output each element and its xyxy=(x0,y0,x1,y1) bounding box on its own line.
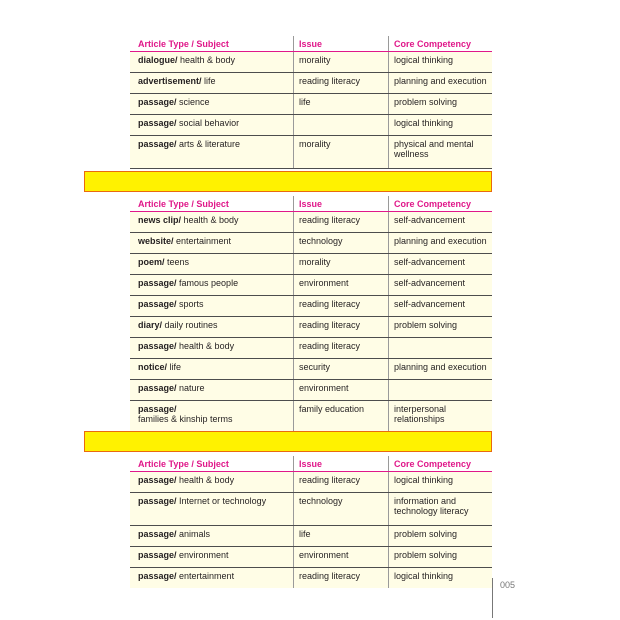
article-type: passage/ xyxy=(138,299,177,309)
header-competency: Core Competency xyxy=(388,196,492,211)
competency-cell: planning and execution xyxy=(388,233,492,253)
issue-cell: family education xyxy=(293,401,388,433)
issue-cell: reading literacy xyxy=(293,472,388,492)
header-article-type: Article Type / Subject xyxy=(138,39,229,49)
article-type: passage/ xyxy=(138,475,177,485)
table-row xyxy=(130,233,492,254)
subject: Internet or technology xyxy=(176,496,267,506)
competency-cell: interpersonal relationships xyxy=(388,401,492,433)
header-article-type: Article Type / Subject xyxy=(138,459,229,469)
article-type: passage/ xyxy=(138,571,177,581)
competency-cell: problem solving xyxy=(388,526,492,546)
header-article-type: Article Type / Subject xyxy=(138,199,229,209)
competency-cell: information and technology literacy xyxy=(388,493,492,525)
issue-cell: morality xyxy=(293,52,388,72)
issue-cell: technology xyxy=(293,493,388,525)
subject: animals xyxy=(176,529,211,539)
subject: health & body xyxy=(177,55,236,65)
page-number: 005 xyxy=(500,580,516,590)
page-number-rule xyxy=(492,578,493,618)
competency-cell: physical and mental wellness xyxy=(388,136,492,168)
issue-cell xyxy=(293,115,388,135)
competency-cell: logical thinking xyxy=(388,52,492,72)
competency-cell: logical thinking xyxy=(388,568,492,588)
issue-cell: morality xyxy=(293,254,388,274)
competency-cell: planning and execution xyxy=(388,359,492,379)
header-issue: Issue xyxy=(293,36,388,51)
subject: daily routines xyxy=(162,320,218,330)
table-row xyxy=(130,52,492,73)
subject: families & kinship terms xyxy=(138,414,233,424)
article-type: website/ xyxy=(138,236,174,246)
article-type: passage/ xyxy=(138,404,177,414)
article-type: passage/ xyxy=(138,529,177,539)
competency-cell: logical thinking xyxy=(388,472,492,492)
issue-cell: reading literacy xyxy=(293,73,388,93)
issue-cell: reading literacy xyxy=(293,212,388,232)
section-divider-band xyxy=(84,171,492,192)
table-row xyxy=(130,317,492,338)
table-row xyxy=(130,254,492,275)
table-row xyxy=(130,94,492,115)
table-row xyxy=(130,296,492,317)
subject: social behavior xyxy=(176,118,240,128)
issue-cell: reading literacy xyxy=(293,296,388,316)
header-competency: Core Competency xyxy=(388,456,492,471)
article-type: poem/ xyxy=(138,257,165,267)
table-row xyxy=(130,359,492,380)
issue-cell: reading literacy xyxy=(293,568,388,588)
table-row xyxy=(130,568,492,588)
competency-cell: self-advancement xyxy=(388,212,492,232)
section-divider-band xyxy=(84,431,492,452)
table-row xyxy=(130,401,492,434)
article-type: diary/ xyxy=(138,320,163,330)
subject: sports xyxy=(176,299,204,309)
table-row xyxy=(130,115,492,136)
table-row xyxy=(130,275,492,296)
table-1 xyxy=(130,36,492,169)
subject: health & body xyxy=(176,475,235,485)
article-type: passage/ xyxy=(138,118,177,128)
subject: teens xyxy=(164,257,190,267)
issue-cell: reading literacy xyxy=(293,317,388,337)
subject: health & body xyxy=(176,341,235,351)
article-type: passage/ xyxy=(138,496,177,506)
article-type: passage/ xyxy=(138,550,177,560)
table-row xyxy=(130,73,492,94)
issue-cell: life xyxy=(293,526,388,546)
article-type: notice/ xyxy=(138,362,168,372)
table-header xyxy=(130,456,492,472)
article-type: news clip/ xyxy=(138,215,182,225)
issue-cell: reading literacy xyxy=(293,338,388,358)
table-3 xyxy=(130,456,492,588)
subject: science xyxy=(176,97,210,107)
table-row xyxy=(130,472,492,493)
competency-cell: self-advancement xyxy=(388,254,492,274)
competency-cell: problem solving xyxy=(388,317,492,337)
subject: nature xyxy=(176,383,205,393)
article-type: passage/ xyxy=(138,278,177,288)
table-row xyxy=(130,212,492,233)
competency-cell xyxy=(388,338,492,358)
issue-cell: environment xyxy=(293,547,388,567)
article-type: passage/ xyxy=(138,341,177,351)
subject: entertainment xyxy=(173,236,232,246)
article-type: passage/ xyxy=(138,139,177,149)
subject: life xyxy=(167,362,182,372)
competency-cell: problem solving xyxy=(388,547,492,567)
table-row xyxy=(130,136,492,169)
issue-cell: technology xyxy=(293,233,388,253)
subject: entertainment xyxy=(176,571,235,581)
article-type: dialogue/ xyxy=(138,55,178,65)
article-type: passage/ xyxy=(138,383,177,393)
competency-cell: problem solving xyxy=(388,94,492,114)
table-row xyxy=(130,493,492,526)
header-issue: Issue xyxy=(293,456,388,471)
subject: arts & literature xyxy=(176,139,241,149)
table-row xyxy=(130,547,492,568)
issue-cell: morality xyxy=(293,136,388,168)
table-row xyxy=(130,380,492,401)
subject: environment xyxy=(176,550,229,560)
issue-cell: environment xyxy=(293,275,388,295)
subject: life xyxy=(201,76,216,86)
header-issue: Issue xyxy=(293,196,388,211)
subject: health & body xyxy=(181,215,239,225)
table-row xyxy=(130,338,492,359)
competency-cell: self-advancement xyxy=(388,296,492,316)
article-type: advertisement/ xyxy=(138,76,202,86)
table-header xyxy=(130,36,492,52)
competency-cell: planning and execution xyxy=(388,73,492,93)
competency-cell: logical thinking xyxy=(388,115,492,135)
competency-cell xyxy=(388,380,492,400)
issue-cell: life xyxy=(293,94,388,114)
article-type: passage/ xyxy=(138,97,177,107)
issue-cell: security xyxy=(293,359,388,379)
issue-cell: environment xyxy=(293,380,388,400)
header-competency: Core Competency xyxy=(388,36,492,51)
table-row xyxy=(130,526,492,547)
subject: famous people xyxy=(176,278,239,288)
table-2 xyxy=(130,196,492,434)
competency-cell: self-advancement xyxy=(388,275,492,295)
table-header xyxy=(130,196,492,212)
